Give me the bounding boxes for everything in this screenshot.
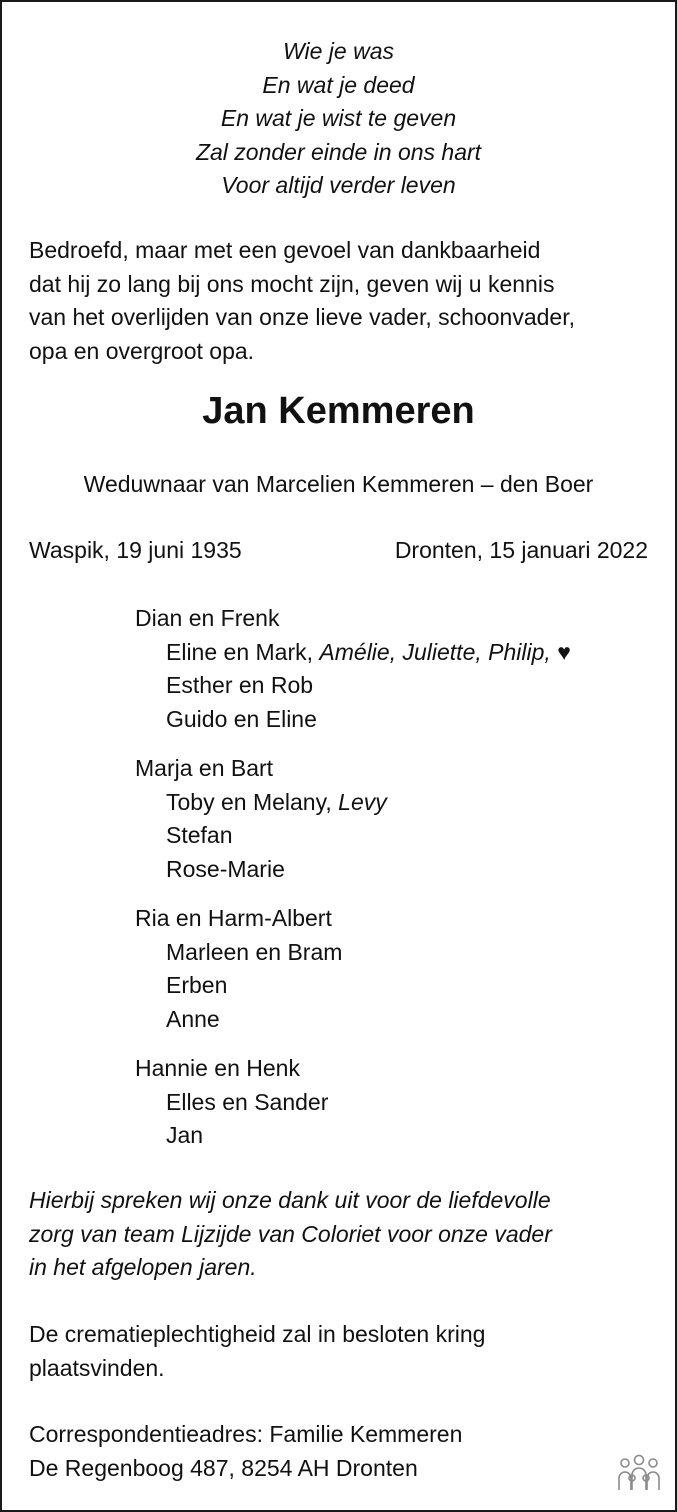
grandchild-line: Guido en Eline [166,705,317,732]
poem-line: En wat je deed [262,71,415,98]
announcement-text [29,234,655,368]
parents: Marja en Bart [135,755,274,781]
address-line: De Regenboog 487, 8254 AH Dronten [29,1454,418,1481]
parents: Hannie en Henk [135,1055,300,1081]
family-group [135,752,571,886]
family-group [135,1052,571,1153]
announcement-line: van het overlijden van onze lieve vader, schoonvader, [29,304,575,330]
grandchild-line [135,636,571,670]
address-line: Correspondentieadres: Familie Kemmeren [29,1421,463,1447]
announcement-line: opa en overgroot opa. [29,337,255,364]
thanks-line: Hierbij spreken wij onze dank uit voor de liefdevolle [29,1187,551,1213]
deceased-name: Jan Kemmeren [202,390,475,432]
family-list [135,602,571,1169]
grandchild-line: Anne [166,1005,220,1032]
thanks-line: in het afgelopen jaren. [29,1254,257,1280]
grandchild-line: Stefan [166,822,233,848]
poem-line: En wat je wist te geven [220,105,457,131]
widower-line: Weduwnaar van Marcelien Kemmeren – den Boer [83,471,594,497]
cremation-notice [29,1318,655,1385]
grandchild-line [135,786,571,820]
people-group-icon [617,1454,661,1498]
grandchild-line: Marleen en Bram [166,938,343,965]
announcement-line: Bedroefd, maar met een gevoel van dankbaarheid [29,237,541,263]
thanks-text [29,1184,655,1285]
poem [2,35,675,203]
parents: Ria en Harm-Albert [135,905,332,931]
great-grandchildren: Levy [338,788,387,815]
parents: Dian en Frenk [135,605,280,631]
grandchild-line: Jan [166,1122,204,1148]
correspondence-address [29,1418,655,1485]
grandchild-name: Toby en Melany, [166,788,332,815]
family-group [135,902,571,1036]
great-grandchildren: Amélie, Juliette, Philip, [319,638,551,665]
cremation-line: De crematieplechtigheid zal in besloten kring [29,1321,486,1347]
grandchild-line: Rose-Marie [166,855,285,882]
grandchild-name: Eline en Mark, [166,638,314,665]
grandchild-line: Elles en Sander [166,1088,329,1115]
announcement-line: dat hij zo lang bij ons mocht zijn, geven wij u kennis [29,270,555,297]
poem-line: Voor altijd verder leven [221,172,456,198]
thanks-line: zorg van team Lijzijde van Coloriet voor onze vader [29,1220,552,1247]
grandchild-line: Erben [166,972,228,998]
cremation-line: plaatsvinden. [29,1354,165,1381]
heart-icon: ♥ [557,638,571,665]
poem-line: Zal zonder einde in ons hart [195,138,482,165]
poem-line: Wie je was [283,38,394,64]
birth-place-date: Waspik, 19 juni 1935 [29,537,242,563]
family-group [135,602,571,736]
death-place-date: Dronten, 15 januari 2022 [394,537,648,563]
grandchild-line: Esther en Rob [166,672,314,698]
